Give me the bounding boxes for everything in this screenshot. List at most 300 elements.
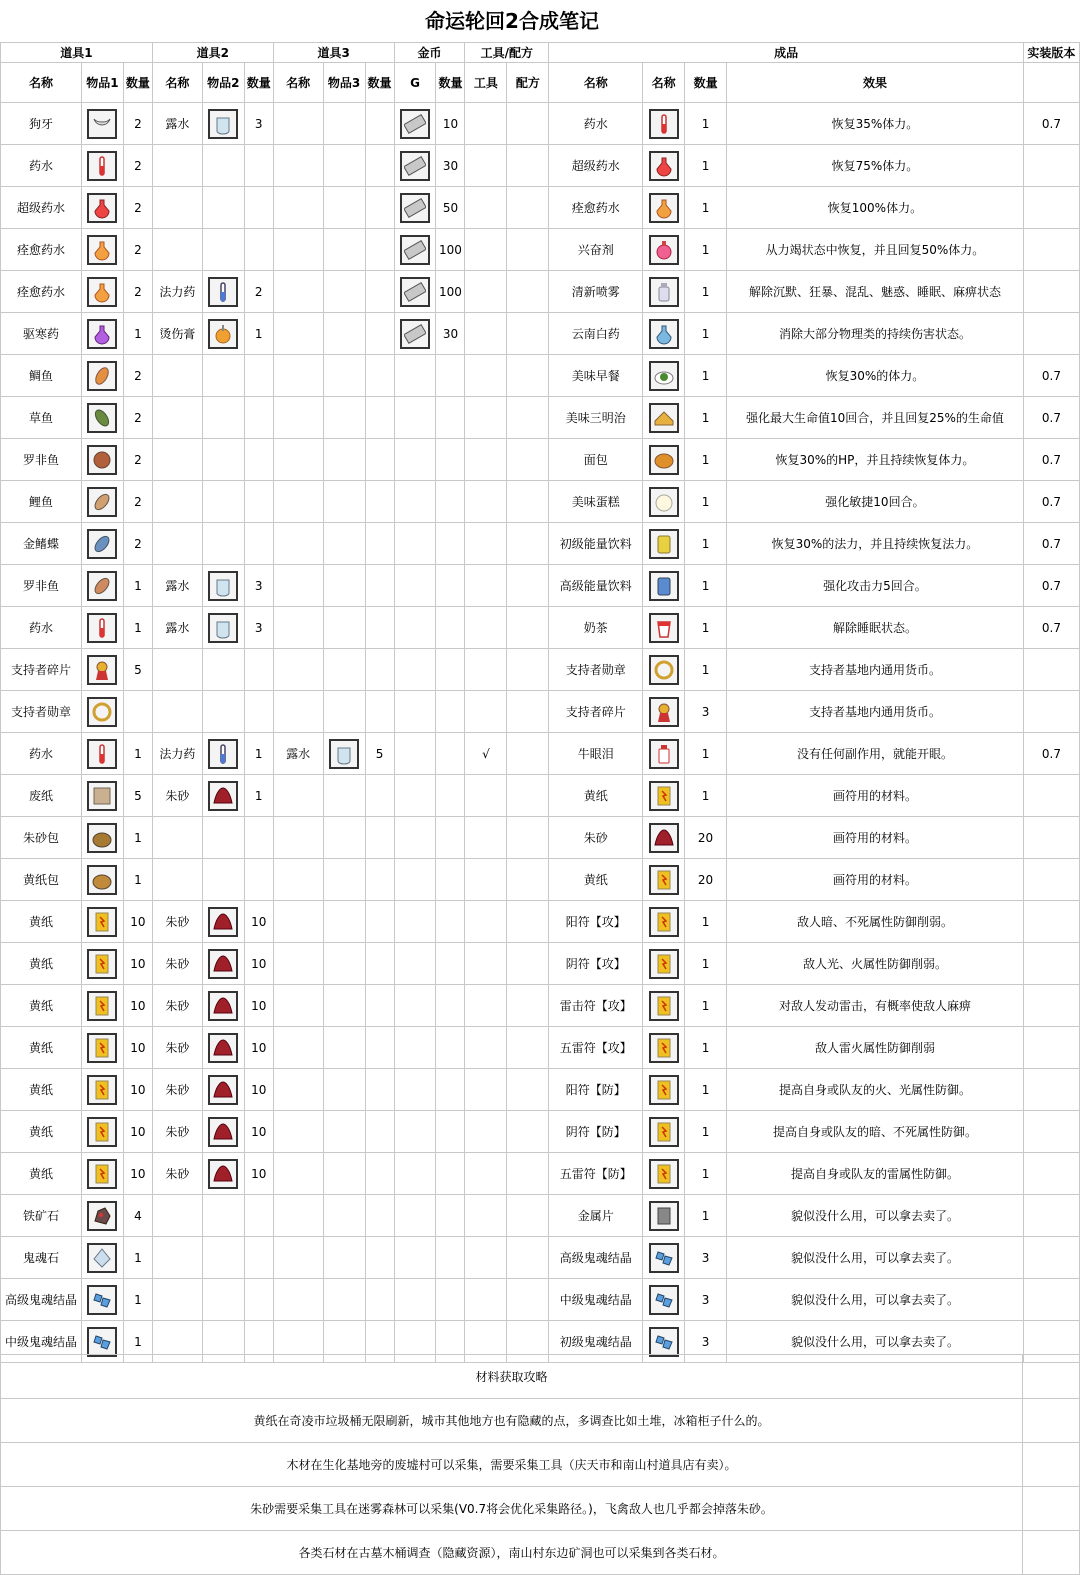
item2-qty: 2 bbox=[244, 271, 273, 313]
item1-name: 草鱼 bbox=[1, 397, 82, 439]
item2-name bbox=[152, 1195, 202, 1237]
tool-mark bbox=[465, 691, 507, 733]
supporter-shard-icon bbox=[649, 697, 679, 727]
recipe-mark bbox=[507, 1279, 549, 1321]
product-image bbox=[643, 817, 685, 859]
item2-name bbox=[152, 187, 202, 229]
item1-image bbox=[81, 775, 123, 817]
product-name: 五雷符【攻】 bbox=[549, 1027, 643, 1069]
item1-image bbox=[81, 1279, 123, 1321]
item1-qty: 2 bbox=[123, 103, 152, 145]
item2-qty: 10 bbox=[244, 985, 273, 1027]
item3-image bbox=[323, 187, 365, 229]
item1-qty: 1 bbox=[123, 1321, 152, 1363]
table-row bbox=[1, 355, 1080, 397]
notes-line: 黄纸在奇凌市垃圾桶无限刷新，城市其他地方也有隐藏的点，多调查比如土堆，冰箱柜子什么的。 bbox=[1, 1399, 1023, 1443]
item1-qty: 2 bbox=[123, 187, 152, 229]
gold-qty: 50 bbox=[436, 187, 465, 229]
product-qty: 3 bbox=[685, 1321, 727, 1363]
col-header-name1: 名称 bbox=[1, 63, 82, 103]
product-name: 黄纸 bbox=[549, 775, 643, 817]
col-header-qty3: 数量 bbox=[365, 63, 394, 103]
version-value bbox=[1023, 313, 1079, 355]
product-name: 中级鬼魂结晶 bbox=[549, 1279, 643, 1321]
item3-qty bbox=[365, 187, 394, 229]
item3-image bbox=[323, 1195, 365, 1237]
item2-name: 烫伤膏 bbox=[152, 313, 202, 355]
product-image bbox=[643, 355, 685, 397]
yellow-paper-icon bbox=[87, 1033, 117, 1063]
item1-image bbox=[81, 859, 123, 901]
product-qty: 1 bbox=[685, 397, 727, 439]
yellow-paper-icon bbox=[87, 1117, 117, 1147]
item1-qty: 1 bbox=[123, 565, 152, 607]
item3-name bbox=[273, 355, 323, 397]
item2-image bbox=[202, 229, 244, 271]
tool-mark bbox=[465, 607, 507, 649]
product-effect: 从力竭状态中恢复，并且回复50%体力。 bbox=[727, 229, 1024, 271]
product-name: 美味蛋糕 bbox=[549, 481, 643, 523]
gold-icon bbox=[400, 151, 430, 181]
item1-image bbox=[81, 271, 123, 313]
table-row bbox=[1, 649, 1080, 691]
cinnabar-icon bbox=[208, 1075, 238, 1105]
item3-qty bbox=[365, 439, 394, 481]
product-effect: 恢复100%体力。 bbox=[727, 187, 1024, 229]
item1-name: 黄纸 bbox=[1, 943, 82, 985]
supporter-medal-icon bbox=[87, 697, 117, 727]
product-name: 阳符【攻】 bbox=[549, 901, 643, 943]
product-image bbox=[643, 1069, 685, 1111]
goldfin-icon bbox=[87, 529, 117, 559]
version-value bbox=[1023, 901, 1079, 943]
product-image bbox=[643, 145, 685, 187]
table-row bbox=[1, 985, 1080, 1027]
gold-image bbox=[394, 901, 436, 943]
product-image bbox=[643, 985, 685, 1027]
item3-qty bbox=[365, 607, 394, 649]
item3-image bbox=[323, 1027, 365, 1069]
product-qty: 3 bbox=[685, 691, 727, 733]
col-header-img2: 物品2 bbox=[202, 63, 244, 103]
bread-icon bbox=[649, 445, 679, 475]
item1-qty: 2 bbox=[123, 481, 152, 523]
item3-image bbox=[323, 775, 365, 817]
item3-qty: 5 bbox=[365, 733, 394, 775]
item2-image bbox=[202, 313, 244, 355]
recipe-mark bbox=[507, 145, 549, 187]
gold-qty: 100 bbox=[436, 229, 465, 271]
product-name: 阴符【攻】 bbox=[549, 943, 643, 985]
table-row bbox=[1, 1069, 1080, 1111]
product-image bbox=[643, 775, 685, 817]
cold-medicine-icon bbox=[87, 319, 117, 349]
table-row bbox=[1, 775, 1080, 817]
product-effect: 强化攻击力5回合。 bbox=[727, 565, 1024, 607]
item3-image bbox=[323, 313, 365, 355]
version-value bbox=[1023, 1153, 1079, 1195]
table-row bbox=[1, 817, 1080, 859]
product-effect: 恢复75%体力。 bbox=[727, 145, 1024, 187]
product-effect: 支持者基地内通用货币。 bbox=[727, 649, 1024, 691]
item2-image bbox=[202, 397, 244, 439]
item1-name: 痊愈药水 bbox=[1, 271, 82, 313]
item2-qty: 10 bbox=[244, 1153, 273, 1195]
product-name: 初级鬼魂结晶 bbox=[549, 1321, 643, 1363]
item1-qty: 1 bbox=[123, 1237, 152, 1279]
product-name: 阳符【防】 bbox=[549, 1069, 643, 1111]
item1-name: 朱砂包 bbox=[1, 817, 82, 859]
item1-name: 鬼魂石 bbox=[1, 1237, 82, 1279]
ghost-stone-icon bbox=[87, 1243, 117, 1273]
recipe-mark bbox=[507, 1195, 549, 1237]
item3-name bbox=[273, 1027, 323, 1069]
item1-image bbox=[81, 313, 123, 355]
item3-image bbox=[323, 901, 365, 943]
recipe-mark bbox=[507, 1111, 549, 1153]
item2-name: 朱砂 bbox=[152, 901, 202, 943]
gold-icon bbox=[400, 277, 430, 307]
item3-image bbox=[323, 481, 365, 523]
gold-image bbox=[394, 649, 436, 691]
item3-name bbox=[273, 859, 323, 901]
group-header-item2: 道具2 bbox=[152, 43, 273, 63]
product-image bbox=[643, 523, 685, 565]
item1-qty: 10 bbox=[123, 901, 152, 943]
item2-qty bbox=[244, 1195, 273, 1237]
gold-qty bbox=[436, 859, 465, 901]
product-effect: 解除睡眠状态。 bbox=[727, 607, 1024, 649]
product-effect: 恢复30%的法力，并且持续恢复法力。 bbox=[727, 523, 1024, 565]
item2-image bbox=[202, 145, 244, 187]
product-name: 美味早餐 bbox=[549, 355, 643, 397]
product-qty: 1 bbox=[685, 523, 727, 565]
item3-name bbox=[273, 1153, 323, 1195]
product-effect: 貌似没什么用，可以拿去卖了。 bbox=[727, 1237, 1024, 1279]
item2-qty bbox=[244, 187, 273, 229]
tool-mark bbox=[465, 775, 507, 817]
item2-name bbox=[152, 145, 202, 187]
product-image bbox=[643, 271, 685, 313]
item1-qty: 2 bbox=[123, 523, 152, 565]
product-image bbox=[643, 943, 685, 985]
product-name: 黄纸 bbox=[549, 859, 643, 901]
potion-icon bbox=[87, 739, 117, 769]
item1-qty: 4 bbox=[123, 1195, 152, 1237]
item2-image bbox=[202, 1111, 244, 1153]
gold-qty bbox=[436, 775, 465, 817]
item1-name: 支持者勋章 bbox=[1, 691, 82, 733]
col-header-recipe: 配方 bbox=[507, 63, 549, 103]
item2-qty bbox=[244, 481, 273, 523]
col-header-gold: G bbox=[394, 63, 436, 103]
item2-qty: 1 bbox=[244, 313, 273, 355]
recipe-mark bbox=[507, 901, 549, 943]
product-qty: 20 bbox=[685, 817, 727, 859]
potion-icon bbox=[649, 109, 679, 139]
item3-name bbox=[273, 439, 323, 481]
heal-potion-icon bbox=[649, 193, 679, 223]
tool-mark bbox=[465, 187, 507, 229]
product-qty: 1 bbox=[685, 481, 727, 523]
col-header-effect: 效果 bbox=[727, 63, 1024, 103]
gold-image bbox=[394, 1069, 436, 1111]
product-name: 雷击符【攻】 bbox=[549, 985, 643, 1027]
product-name: 支持者碎片 bbox=[549, 691, 643, 733]
super-potion-icon bbox=[649, 151, 679, 181]
recipe-mark bbox=[507, 271, 549, 313]
product-image bbox=[643, 481, 685, 523]
item3-image bbox=[323, 1279, 365, 1321]
table-row bbox=[1, 187, 1080, 229]
product-effect: 强化敏捷10回合。 bbox=[727, 481, 1024, 523]
super-potion-icon bbox=[87, 193, 117, 223]
item1-image bbox=[81, 1153, 123, 1195]
item2-qty bbox=[244, 691, 273, 733]
item1-name: 高级鬼魂结晶 bbox=[1, 1279, 82, 1321]
cinnabar-icon bbox=[208, 1117, 238, 1147]
item1-image bbox=[81, 691, 123, 733]
ox-tears-icon bbox=[649, 739, 679, 769]
version-value bbox=[1023, 985, 1079, 1027]
recipe-mark bbox=[507, 355, 549, 397]
tilapia-icon bbox=[87, 445, 117, 475]
item2-image bbox=[202, 103, 244, 145]
table-row bbox=[1, 691, 1080, 733]
item1-name: 废纸 bbox=[1, 775, 82, 817]
recipe-mark bbox=[507, 1027, 549, 1069]
gold-icon bbox=[400, 109, 430, 139]
item2-image bbox=[202, 1153, 244, 1195]
tool-mark bbox=[465, 481, 507, 523]
product-effect: 恢复35%体力。 bbox=[727, 103, 1024, 145]
product-name: 金属片 bbox=[549, 1195, 643, 1237]
item3-qty bbox=[365, 649, 394, 691]
product-name: 阴符【防】 bbox=[549, 1111, 643, 1153]
col-header-product-qty: 数量 bbox=[685, 63, 727, 103]
product-name: 奶茶 bbox=[549, 607, 643, 649]
gold-qty bbox=[436, 1153, 465, 1195]
item3-image bbox=[323, 859, 365, 901]
item2-image bbox=[202, 1237, 244, 1279]
item3-qty bbox=[365, 1153, 394, 1195]
tool-mark bbox=[465, 523, 507, 565]
gold-image bbox=[394, 985, 436, 1027]
gold-qty: 100 bbox=[436, 271, 465, 313]
item2-name: 朱砂 bbox=[152, 943, 202, 985]
item1-image bbox=[81, 565, 123, 607]
product-qty: 1 bbox=[685, 607, 727, 649]
version-value bbox=[1023, 1195, 1079, 1237]
table-row bbox=[1, 1111, 1080, 1153]
item1-image bbox=[81, 1111, 123, 1153]
fang-icon bbox=[87, 109, 117, 139]
cake-icon bbox=[649, 487, 679, 517]
yellow-paper-icon bbox=[649, 1159, 679, 1189]
item3-name bbox=[273, 1069, 323, 1111]
item2-image bbox=[202, 775, 244, 817]
item2-image bbox=[202, 1279, 244, 1321]
item2-name bbox=[152, 523, 202, 565]
item1-image bbox=[81, 145, 123, 187]
gold-qty bbox=[436, 1195, 465, 1237]
item3-name bbox=[273, 607, 323, 649]
yellow-paper-icon bbox=[649, 949, 679, 979]
tool-mark bbox=[465, 355, 507, 397]
item1-qty: 10 bbox=[123, 985, 152, 1027]
item2-image bbox=[202, 1027, 244, 1069]
version-value: 0.7 bbox=[1023, 439, 1079, 481]
item1-image bbox=[81, 943, 123, 985]
recipe-mark bbox=[507, 1069, 549, 1111]
item1-name: 罗非鱼 bbox=[1, 439, 82, 481]
gold-image bbox=[394, 481, 436, 523]
cinnabar-icon bbox=[208, 907, 238, 937]
item2-name: 露水 bbox=[152, 565, 202, 607]
item2-image bbox=[202, 565, 244, 607]
recipe-mark bbox=[507, 1153, 549, 1195]
item2-name bbox=[152, 1237, 202, 1279]
item2-name bbox=[152, 481, 202, 523]
item3-image bbox=[323, 1153, 365, 1195]
item3-image bbox=[323, 103, 365, 145]
item3-image bbox=[323, 355, 365, 397]
item1-name: 药水 bbox=[1, 733, 82, 775]
gold-qty bbox=[436, 1279, 465, 1321]
item3-name bbox=[273, 145, 323, 187]
product-image bbox=[643, 1027, 685, 1069]
recipe-mark bbox=[507, 103, 549, 145]
yellow-paper-icon bbox=[87, 991, 117, 1021]
product-image bbox=[643, 691, 685, 733]
stimulant-icon bbox=[649, 235, 679, 265]
product-effect: 对敌人发动雷击，有概率使敌人麻痹 bbox=[727, 985, 1024, 1027]
gold-qty bbox=[436, 565, 465, 607]
product-image bbox=[643, 649, 685, 691]
item3-name bbox=[273, 1195, 323, 1237]
item1-name: 黄纸 bbox=[1, 1153, 82, 1195]
gold-qty bbox=[436, 607, 465, 649]
item2-name bbox=[152, 817, 202, 859]
product-effect: 画符用的材料。 bbox=[727, 817, 1024, 859]
item3-qty bbox=[365, 229, 394, 271]
notes-line: 木材在生化基地旁的废墟村可以采集，需要采集工具（庆天市和南山村道具店有卖）。 bbox=[1, 1443, 1023, 1487]
recipe-mark bbox=[507, 817, 549, 859]
item2-qty bbox=[244, 1237, 273, 1279]
tool-mark bbox=[465, 1069, 507, 1111]
table-row bbox=[1, 1153, 1080, 1195]
item3-qty bbox=[365, 1279, 394, 1321]
product-name: 兴奋剂 bbox=[549, 229, 643, 271]
item2-name: 朱砂 bbox=[152, 1111, 202, 1153]
item3-name bbox=[273, 397, 323, 439]
item1-image bbox=[81, 733, 123, 775]
item1-image bbox=[81, 1027, 123, 1069]
gold-image bbox=[394, 943, 436, 985]
tool-mark bbox=[465, 271, 507, 313]
yellow-paper-icon bbox=[649, 781, 679, 811]
item3-qty bbox=[365, 691, 394, 733]
version-value bbox=[1023, 145, 1079, 187]
recipe-mark bbox=[507, 439, 549, 481]
item1-image bbox=[81, 817, 123, 859]
item1-name: 黄纸 bbox=[1, 901, 82, 943]
product-name: 痊愈药水 bbox=[549, 187, 643, 229]
table-row bbox=[1, 481, 1080, 523]
item2-name bbox=[152, 439, 202, 481]
yellow-paper-icon bbox=[87, 949, 117, 979]
product-qty: 1 bbox=[685, 1027, 727, 1069]
product-qty: 1 bbox=[685, 313, 727, 355]
gold-qty bbox=[436, 355, 465, 397]
item3-image bbox=[323, 439, 365, 481]
item2-qty: 10 bbox=[244, 943, 273, 985]
recipe-mark bbox=[507, 859, 549, 901]
heal-potion-icon bbox=[87, 235, 117, 265]
table-row bbox=[1, 103, 1080, 145]
table-row bbox=[1, 607, 1080, 649]
item3-qty bbox=[365, 817, 394, 859]
cinnabar-icon bbox=[208, 949, 238, 979]
item1-name: 金鳍蝶 bbox=[1, 523, 82, 565]
version-value bbox=[1023, 271, 1079, 313]
item2-name: 露水 bbox=[152, 103, 202, 145]
product-name: 支持者勋章 bbox=[549, 649, 643, 691]
table-row bbox=[1, 271, 1080, 313]
item3-qty bbox=[365, 775, 394, 817]
version-value bbox=[1023, 1237, 1079, 1279]
product-name: 美味三明治 bbox=[549, 397, 643, 439]
version-value bbox=[1023, 817, 1079, 859]
item3-qty bbox=[365, 355, 394, 397]
product-qty: 1 bbox=[685, 103, 727, 145]
item1-image bbox=[81, 229, 123, 271]
ghost-crystal-icon bbox=[649, 1285, 679, 1315]
medicine-bottle-icon bbox=[649, 319, 679, 349]
product-qty: 1 bbox=[685, 271, 727, 313]
item2-qty bbox=[244, 859, 273, 901]
gold-image bbox=[394, 271, 436, 313]
item2-image bbox=[202, 523, 244, 565]
iron-ore-icon bbox=[87, 1201, 117, 1231]
item2-image bbox=[202, 355, 244, 397]
table-row bbox=[1, 859, 1080, 901]
item2-qty bbox=[244, 1279, 273, 1321]
gold-image bbox=[394, 817, 436, 859]
tool-mark bbox=[465, 397, 507, 439]
version-value bbox=[1023, 943, 1079, 985]
item2-qty bbox=[244, 397, 273, 439]
product-qty: 3 bbox=[685, 1237, 727, 1279]
product-image bbox=[643, 1279, 685, 1321]
item1-image bbox=[81, 103, 123, 145]
product-name: 牛眼泪 bbox=[549, 733, 643, 775]
group-header-item1: 道具1 bbox=[1, 43, 153, 63]
item2-image bbox=[202, 859, 244, 901]
item1-qty: 1 bbox=[123, 817, 152, 859]
metal-sheet-icon bbox=[649, 1201, 679, 1231]
item1-qty: 1 bbox=[123, 1279, 152, 1321]
item2-qty: 10 bbox=[244, 1069, 273, 1111]
product-effect: 敌人暗、不死属性防御削弱。 bbox=[727, 901, 1024, 943]
item3-image bbox=[323, 145, 365, 187]
gold-qty bbox=[436, 397, 465, 439]
item1-image bbox=[81, 1069, 123, 1111]
item2-name: 朱砂 bbox=[152, 775, 202, 817]
item2-name bbox=[152, 691, 202, 733]
version-value: 0.7 bbox=[1023, 523, 1079, 565]
item2-image bbox=[202, 187, 244, 229]
